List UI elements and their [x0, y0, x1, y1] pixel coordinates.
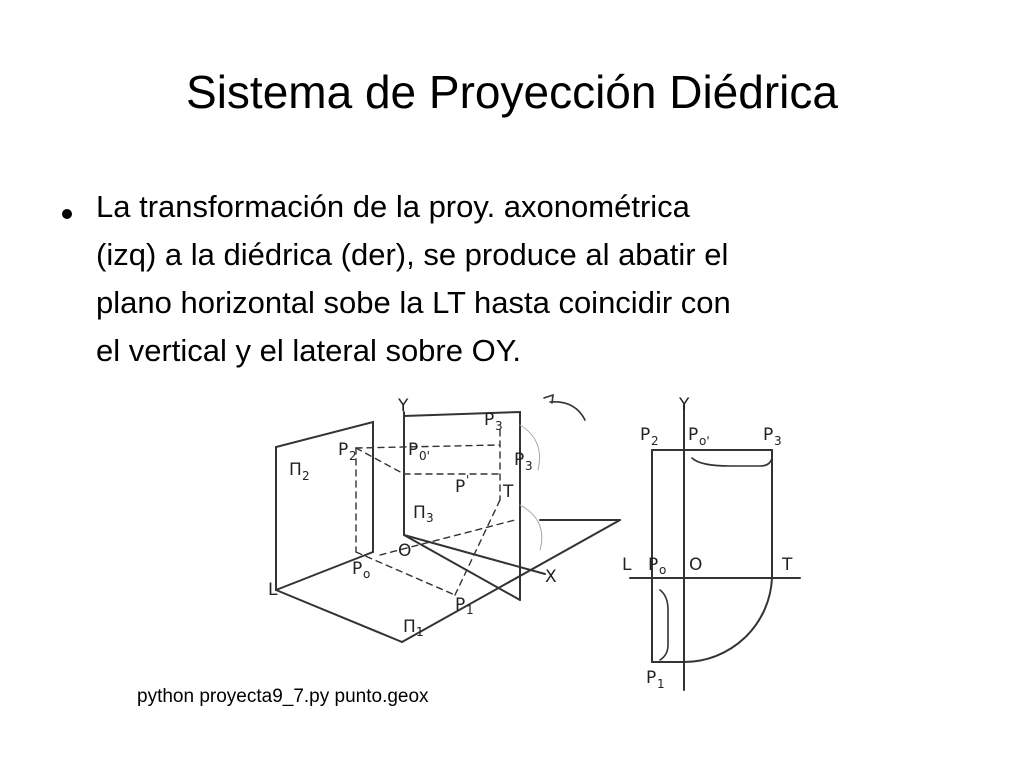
label-o: O	[689, 555, 703, 575]
axonometric-labels	[268, 396, 557, 639]
label-p0-prime: P	[408, 440, 419, 460]
horizontal-plane-edge	[276, 590, 402, 642]
svg-text:2: 2	[651, 434, 659, 448]
label-y: Y	[679, 395, 690, 415]
label-p2: P	[338, 440, 349, 460]
svg-text:o': o'	[699, 434, 710, 448]
label-x: X	[545, 567, 557, 587]
lateral-plane-base	[404, 535, 520, 600]
label-l: L	[268, 580, 278, 600]
label-p0-prime: P	[688, 425, 699, 445]
svg-text:1: 1	[416, 625, 424, 639]
label-p1: P	[455, 595, 466, 615]
label-p2: P	[640, 425, 651, 445]
projector-line	[356, 445, 500, 448]
label-p3: P	[514, 450, 525, 470]
projector-line	[455, 500, 500, 595]
projector-line	[356, 448, 404, 474]
label-p0: P	[648, 555, 659, 575]
label-p1: P	[646, 668, 657, 688]
bullet-line: (izq) a la diédrica (der), se produce al abatir el	[96, 237, 729, 272]
label-p3: P	[763, 425, 774, 445]
rotation-arrow-icon	[550, 402, 585, 420]
axonometric-drawing	[276, 395, 620, 642]
dihedral-labels	[622, 395, 793, 691]
measure-brace	[692, 458, 772, 466]
svg-text:3: 3	[525, 459, 533, 473]
svg-text:3: 3	[426, 511, 434, 525]
label-o: O	[398, 541, 412, 561]
bullet-line: La transformación de la proy. axonométrica	[96, 189, 690, 224]
svg-text:1: 1	[466, 603, 474, 617]
svg-text:o: o	[659, 563, 667, 577]
svg-text:': '	[466, 473, 470, 487]
label-t: T	[503, 482, 514, 502]
slide-title: Sistema de Proyección Diédrica	[186, 66, 838, 118]
label-pi3: Π	[413, 503, 426, 523]
svg-text:3: 3	[495, 419, 503, 433]
label-p-prime: P	[455, 477, 466, 497]
bullet-line: plano horizontal sobe la LT hasta coincidir con	[96, 285, 731, 320]
arrow-head-icon	[544, 395, 553, 403]
measure-brace	[660, 590, 668, 660]
label-pi1: Π	[403, 617, 416, 637]
label-l: L	[622, 555, 632, 575]
label-p3-top: P	[484, 410, 495, 430]
svg-text:2: 2	[302, 469, 310, 483]
svg-text:3: 3	[774, 434, 782, 448]
svg-text:0': 0'	[419, 449, 430, 463]
label-t: T	[782, 555, 793, 575]
svg-text:1: 1	[657, 677, 665, 691]
svg-text:o: o	[363, 567, 371, 581]
label-p0: P	[352, 559, 363, 579]
horizontal-plane-edge	[402, 520, 620, 642]
rotation-arc	[520, 505, 542, 550]
label-pi2: Π	[289, 460, 302, 480]
rotation-arc	[684, 578, 772, 662]
bullet-line: el vertical y el lateral sobre OY.	[96, 333, 522, 368]
command-caption: python proyecta9_7.py punto.geox	[137, 686, 429, 707]
svg-text:2: 2	[349, 449, 357, 463]
label-y: Y	[398, 396, 409, 416]
